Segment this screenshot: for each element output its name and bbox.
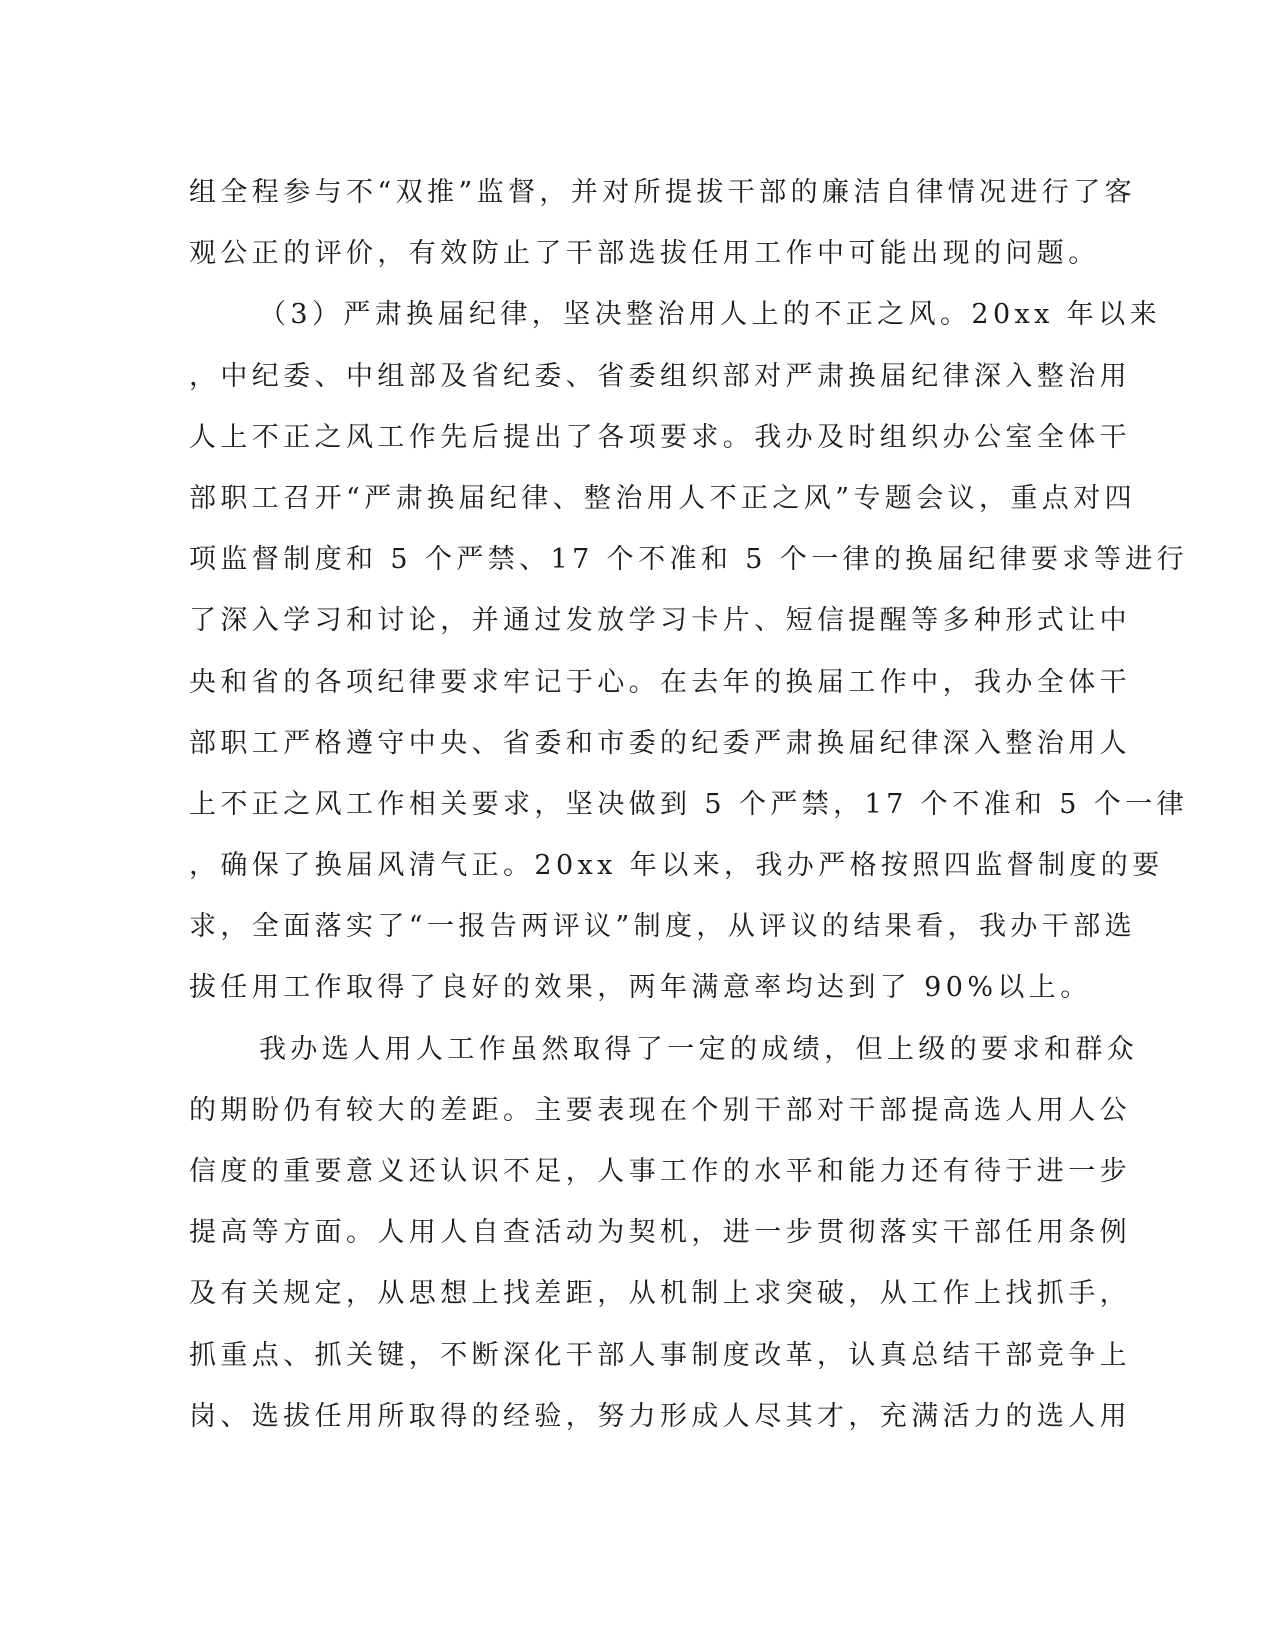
text-line: 组全程参与不“双推”监督，并对所提拔干部的廉洁自律情况进行了客 <box>189 177 1137 208</box>
text-line: 拔任用工作取得了良好的效果，两年满意率均达到了 90%以上。 <box>189 972 1092 1004</box>
text-line: 岗、选拔任用所取得的经验，努力形成人尽其才，充满活力的选人用 <box>189 1400 1131 1432</box>
paragraph-start-line: 我办选人用人工作虽然取得了一定的成绩，但上级的要求和群众 <box>259 1033 1139 1065</box>
text-line: 部职工召开“严肃换届纪律、整治用人不正之风”专题会议，重点对四 <box>189 482 1137 514</box>
text-line: 央和省的各项纪律要求牢记于心。在去年的换届工作中，我办全体干 <box>189 666 1131 698</box>
text-line: ，确保了换届风清气正。20xx 年以来，我办严格按照四监督制度的要 <box>189 850 1164 882</box>
text-line: 人上不正之风工作先后提出了各项要求。我办及时组织办公室全体干 <box>189 421 1131 453</box>
text-line: 观公正的评价，有效防止了干部选拔任用工作中可能出现的问题。 <box>189 238 1100 270</box>
text-line: 及有关规定，从思想上找差距，从机制上求突破，从工作上找抓手， <box>189 1278 1131 1310</box>
paragraph-start-line: （3）严肃换届纪律，坚决整治用人上的不正之风。20xx 年以来 <box>259 299 1161 331</box>
text-line: 求，全面落实了“一报告两评议”制度，从评议的结果看，我办干部选 <box>189 911 1137 943</box>
text-line: 的期盼仍有较大的差距。主要表现在个别干部对干部提高选人用人公 <box>189 1094 1131 1126</box>
text-line: 项监督制度和 5 个严禁、17 个不准和 5 个一律的换届纪律要求等进行 <box>189 544 1189 576</box>
document-body <box>189 162 1189 1447</box>
text-line: 信度的重要意义还认识不足，人事工作的水平和能力还有待于进一步 <box>189 1156 1131 1187</box>
text-line: ，中纪委、中组部及省纪委、省委组织部对严肃换届纪律深入整治用 <box>189 360 1131 392</box>
text-line: 提高等方面。人用人自查活动为契机，进一步贯彻落实干部任用条例 <box>189 1217 1131 1249</box>
text-line: 了深入学习和讨论，并通过发放学习卡片、短信提醒等多种形式让中 <box>189 605 1131 637</box>
text-line: 部职工严格遵守中央、省委和市委的纪委严肃换届纪律深入整治用人 <box>189 727 1131 759</box>
text-line: 抓重点、抓关键，不断深化干部人事制度改革，认真总结干部竞争上 <box>189 1339 1131 1371</box>
text-line: 上不正之风工作相关要求，坚决做到 5 个严禁，17 个不准和 5 个一律 <box>189 788 1189 820</box>
